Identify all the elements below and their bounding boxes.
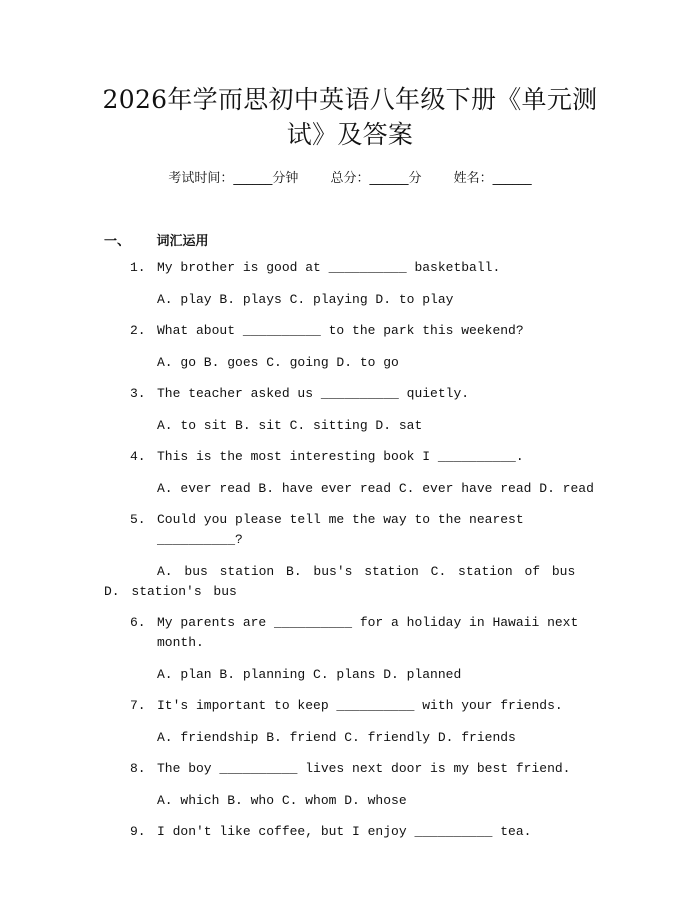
question-text: Could you please tell me the way to the nearest __________? xyxy=(157,512,524,547)
question-7-options: A. friendship B. friend C. friendly D. friends xyxy=(157,730,516,745)
question-6 xyxy=(104,613,594,653)
section-heading xyxy=(104,230,209,249)
student-name: 姓名：______ xyxy=(453,171,532,186)
document-title xyxy=(0,82,700,152)
question-number: 2. xyxy=(130,323,146,338)
exam-time: 考试时间：______分钟 xyxy=(168,171,299,186)
question-text: I don't like coffee, but I enjoy __________ tea. xyxy=(157,824,532,839)
question-4-options: A. ever read B. have ever read C. ever have read D. read xyxy=(157,481,594,496)
question-9 xyxy=(104,822,594,842)
exam-info xyxy=(0,167,700,186)
section-title: 词汇运用 xyxy=(156,234,209,249)
question-6-options: A. plan B. planning C. plans D. planned xyxy=(157,667,462,682)
question-number: 5. xyxy=(130,512,146,527)
question-5 xyxy=(104,510,594,550)
question-number: 8. xyxy=(130,761,146,776)
section-number: 一、 xyxy=(104,234,131,249)
question-8 xyxy=(104,759,594,779)
question-text: The teacher asked us __________ quietly. xyxy=(157,386,470,401)
question-number: 7. xyxy=(130,698,146,713)
question-text: This is the most interesting book I __________. xyxy=(157,449,524,464)
title-line-1: 2026年学而思初中英语八年级下册《单元测 xyxy=(102,85,598,114)
title-line-2: 试》及答案 xyxy=(286,120,414,149)
question-text: It's important to keep __________ with your friends. xyxy=(157,698,563,713)
question-1 xyxy=(104,258,594,278)
question-number: 4. xyxy=(130,449,146,464)
question-text: What about __________ to the park this weekend? xyxy=(157,323,524,338)
question-3-options: A. to sit B. sit C. sitting D. sat xyxy=(157,418,423,433)
question-3 xyxy=(104,384,594,404)
question-2 xyxy=(104,321,594,341)
question-number: 1. xyxy=(130,260,146,275)
question-number: 3. xyxy=(130,386,146,401)
question-5-options: A. bus station B. bus's station C. station of bus D. station's bus xyxy=(104,564,576,599)
question-number: 6. xyxy=(130,615,146,630)
question-2-options: A. go B. goes C. going D. to go xyxy=(157,355,399,370)
question-number: 9. xyxy=(130,824,146,839)
question-8-options: A. which B. who C. whom D. whose xyxy=(157,793,407,808)
question-7 xyxy=(104,696,594,716)
question-1-options: A. play B. plays C. playing D. to play xyxy=(157,292,454,307)
question-4 xyxy=(104,447,594,467)
total-score: 总分：______分 xyxy=(330,171,422,186)
question-text: My parents are __________ for a holiday in Hawaii next month. xyxy=(157,615,579,650)
question-text: The boy __________ lives next door is my best friend. xyxy=(157,761,571,776)
question-list xyxy=(104,258,594,854)
question-text: My brother is good at __________ basketball. xyxy=(157,260,501,275)
